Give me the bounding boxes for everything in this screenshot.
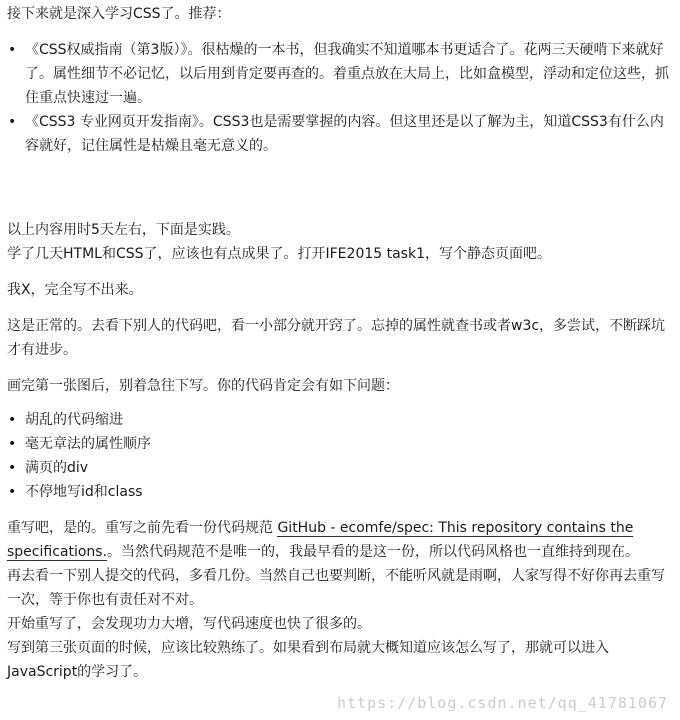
- rewrite-paragraph: [7, 516, 672, 564]
- spacer: [7, 362, 672, 374]
- recommendation-item-css3-guide: • 《CSS3 专业网页开发指南》。CSS3也是需要掌握的内容。但这里还是以了解为主，知道CSS3有什么内容就好，记住属性是枯燥且毫无意义的。: [7, 110, 672, 158]
- rewrite-text-after: 。当然代码规范不是唯一的，我最早看的是这一份，所以代码风格也一直维持到现在。: [107, 544, 640, 560]
- problem-item-div: • 满页的div: [7, 456, 672, 480]
- problem-item-id-class: • 不停地写id和class: [7, 480, 672, 504]
- spacer: [7, 266, 672, 278]
- csdn-watermark: https://blog.csdn.net/qq_41781067: [336, 694, 668, 712]
- time-paragraph: 以上内容用时5天左右，下面是实践。: [7, 222, 240, 238]
- spacer: [7, 302, 672, 314]
- recommendation-item-css-definitive-guide: • 《CSS权威指南（第3版）》。很枯燥的一本书，但我确实不知道哪本书更适合了。花两三天硬啃下来就好了。属性细节不必记忆，以后用到肯定要再查的。着重点放在大局上，比如盒模型，浮动和定位这些，抓住重点快速过一遍。: [7, 38, 672, 110]
- spacer: [7, 504, 672, 516]
- practice-paragraph: 学了几天HTML和CSS了，应该也有点成果了。打开IFE2015 task1，写个静态页面吧。: [7, 246, 551, 262]
- section-spacer: [7, 158, 672, 218]
- spec-link[interactable]: GitHub - ecomfe/spec: This repository contains the specifications.: [7, 520, 634, 560]
- rewrite-text-before: 重写吧，是的。重写之前先看一份代码规范: [7, 520, 278, 536]
- problem-list: [7, 408, 672, 504]
- cant-write-paragraph: 我X，完全写不出来。: [7, 282, 143, 298]
- spacer: [7, 398, 672, 408]
- problem-item-property-order: • 毫无章法的属性顺序: [7, 432, 672, 456]
- start-rewrite-paragraph: 开始重写了，会发现功力大增，写代码速度也快了很多的。: [7, 616, 371, 632]
- intro-paragraph: 接下来就是深入学习CSS了。推荐：: [7, 6, 231, 22]
- normal-paragraph: 这是正常的。去看下别人的代码吧，看一小部分就开窍了。忘掉的属性就查书或者w3c，多尝试，不断踩坑才有进步。: [7, 318, 666, 358]
- third-page-paragraph: 写到第三张页面的时候，应该比较熟练了。如果看到布局就大概知道应该怎么写了，那就可以进入JavaScript的学习了。: [7, 640, 609, 680]
- problem-item-indent: • 胡乱的代码缩进: [7, 408, 672, 432]
- recommendation-list: [7, 38, 672, 158]
- review-paragraph: 再去看一下别人提交的代码，多看几份。当然自己也要判断，不能听风就是雨啊，人家写得不好你再去重写一次，等于你也有责任对不对。: [7, 568, 665, 608]
- problems-intro-paragraph: 画完第一张图后，别着急往下写。你的代码肯定会有如下问题：: [7, 378, 399, 394]
